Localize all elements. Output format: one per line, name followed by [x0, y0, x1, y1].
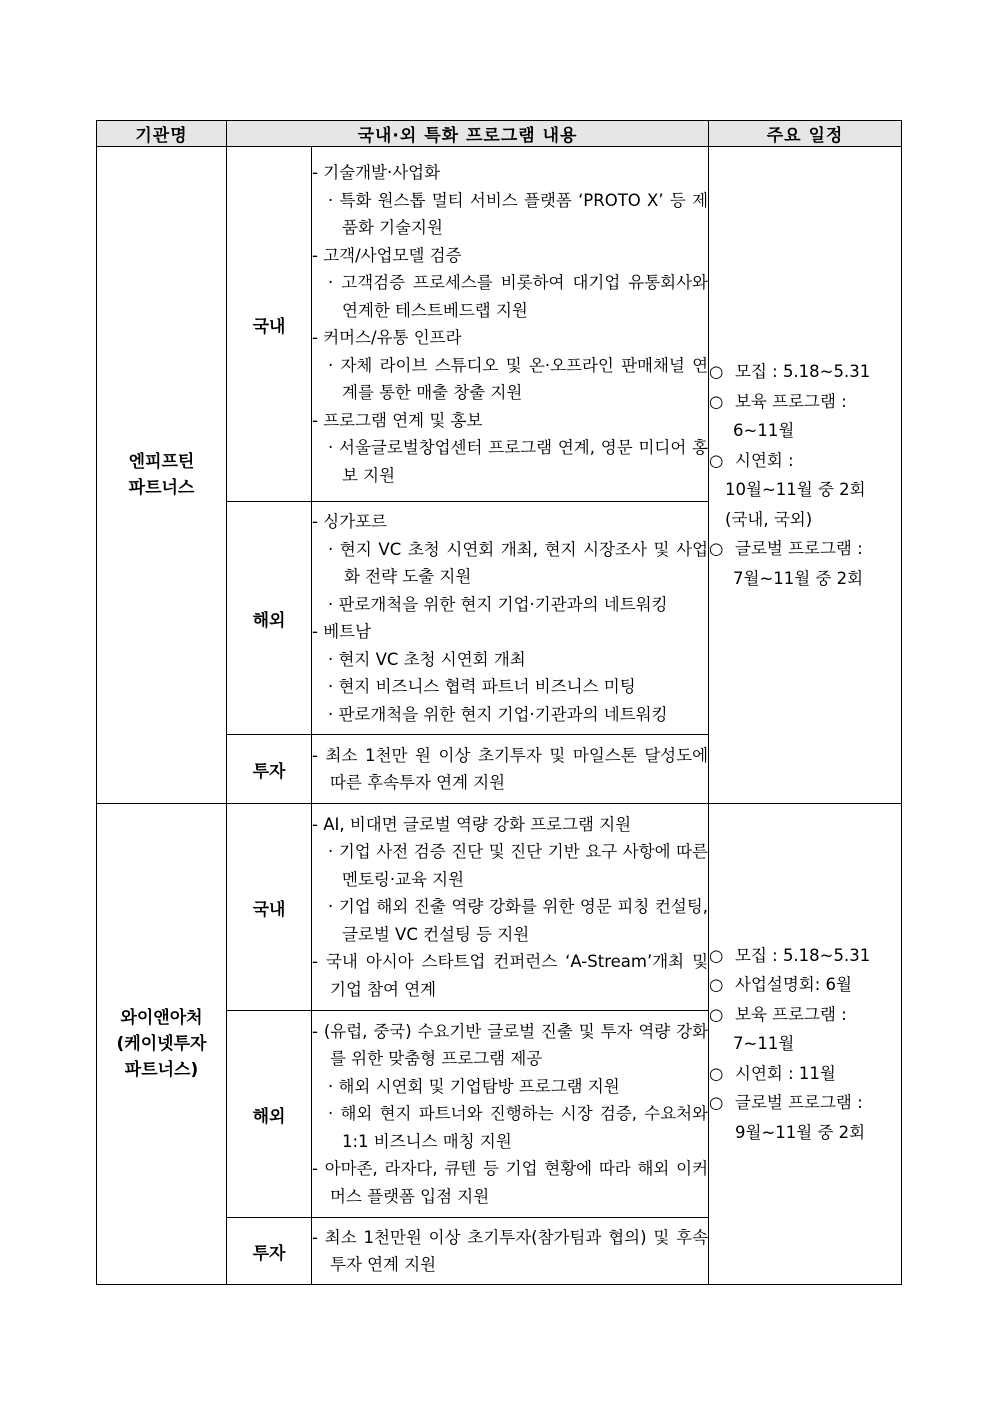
header-org: 기관명: [97, 121, 227, 147]
bullet-circle-icon: ○: [709, 945, 724, 965]
bullet-circle-icon: ○: [709, 391, 724, 411]
org2-overseas-content: - (유럽, 중국) 수요기반 글로벌 진출 및 투자 역량 강화를 위한 맞춤형 프로그램 제공 · 해외 시연회 및 기업탐방 프로그램 지원 · 해외 현지 파트너와 진행하는 시장 검증, 수요처와 1:1 비즈니스 매칭 지원 - 아마존, 라자다, 큐텐 등 기업 현황에 따라 해외 이커머스 플랫폼 입점 지원: [312, 1011, 709, 1218]
bullet-circle-icon: ○: [709, 975, 724, 995]
org1-overseas-label: 해외: [227, 502, 312, 735]
header-schedule: 주요 일정: [709, 121, 902, 147]
org2-investment-content: - 최소 1천만원 이상 초기투자(참가팀과 협의) 및 후속투자 연계 지원: [312, 1218, 709, 1285]
org1-domestic-row: [97, 147, 902, 502]
org1-schedule: ○ 모집 : 5.18~5.31 ○ 보육 프로그램 : 6~11월 ○ 시연회 : 10월~11월 중 2회 (국내, 국외) ○ 글로벌 프로그램 : 7월~11월 중 2회: [709, 147, 902, 804]
org1-domestic-content: - 기술개발·사업화 · 특화 원스톱 멀티 서비스 플랫폼 ‘PROTO X’ 등 제품화 기술지원 - 고객/사업모델 검증 · 고객검증 프로세스를 비롯하여 대기업 유통회사와 연계한 테스트베드랩 지원 - 커머스/유통 인프라 · 자체 라이브 스튜디오 및 온·오프라인 판매채널 연계를 통한 매출 창출 지원 - 프로그램 연계 및 홍보 · 서울글로벌창업센터 프로그램 연계, 영문 미디어 홍보 지원: [312, 147, 709, 502]
org2-overseas-label: 해외: [227, 1011, 312, 1218]
bullet-circle-icon: ○: [709, 1063, 724, 1083]
org2-schedule: ○ 모집 : 5.18~5.31 ○ 사업설명회: 6월 ○ 보육 프로그램 : 7~11월 ○ 시연회 : 11월 ○ 글로벌 프로그램 : 9월~11월 중 2회: [709, 804, 902, 1285]
org1-name: 엔피프틴 파트너스: [97, 147, 227, 804]
bullet-circle-icon: ○: [709, 1093, 724, 1113]
org1-investment-content: - 최소 1천만 원 이상 초기투자 및 마일스톤 달성도에 따른 후속투자 연계 지원: [312, 735, 709, 804]
bullet-circle-icon: ○: [709, 362, 724, 381]
org2-domestic-label: 국내: [227, 804, 312, 1011]
org1-investment-label: 투자: [227, 735, 312, 804]
program-table: [96, 120, 902, 1285]
bullet-circle-icon: ○: [709, 1004, 724, 1024]
org2-domestic-content: - AI, 비대면 글로벌 역량 강화 프로그램 지원 · 기업 사전 검증 진단 및 진단 기반 요구 사항에 따른 멘토링·교육 지원 · 기업 해외 진출 역량 강화를 위한 영문 피칭 컨설팅, 글로벌 VC 컨설팅 등 지원 - 국내 아시아 스타트업 컨퍼런스 ‘A-Stream’개최 및 기업 참여 연계: [312, 804, 709, 1011]
bullet-circle-icon: ○: [709, 450, 724, 470]
org1-overseas-content: - 싱가포르 · 현지 VC 초청 시연회 개최, 현지 시장조사 및 사업화 전략 도출 지원 · 판로개척을 위한 현지 기업·기관과의 네트워킹 - 베트남 · 현지 VC 초청 시연회 개최 · 현지 비즈니스 협력 파트너 비즈니스 미팅 · 판로개척을 위한 현지 기업·기관과의 네트워킹: [312, 502, 709, 735]
org2-domestic-row: [97, 804, 902, 1011]
header-content: 국내·외 특화 프로그램 내용: [227, 121, 709, 147]
org2-name: 와이앤아처 (케이넷투자 파트너스): [97, 804, 227, 1285]
bullet-circle-icon: ○: [709, 539, 724, 558]
header-row: [97, 121, 902, 147]
org1-domestic-label: 국내: [227, 147, 312, 502]
org2-investment-label: 투자: [227, 1218, 312, 1285]
